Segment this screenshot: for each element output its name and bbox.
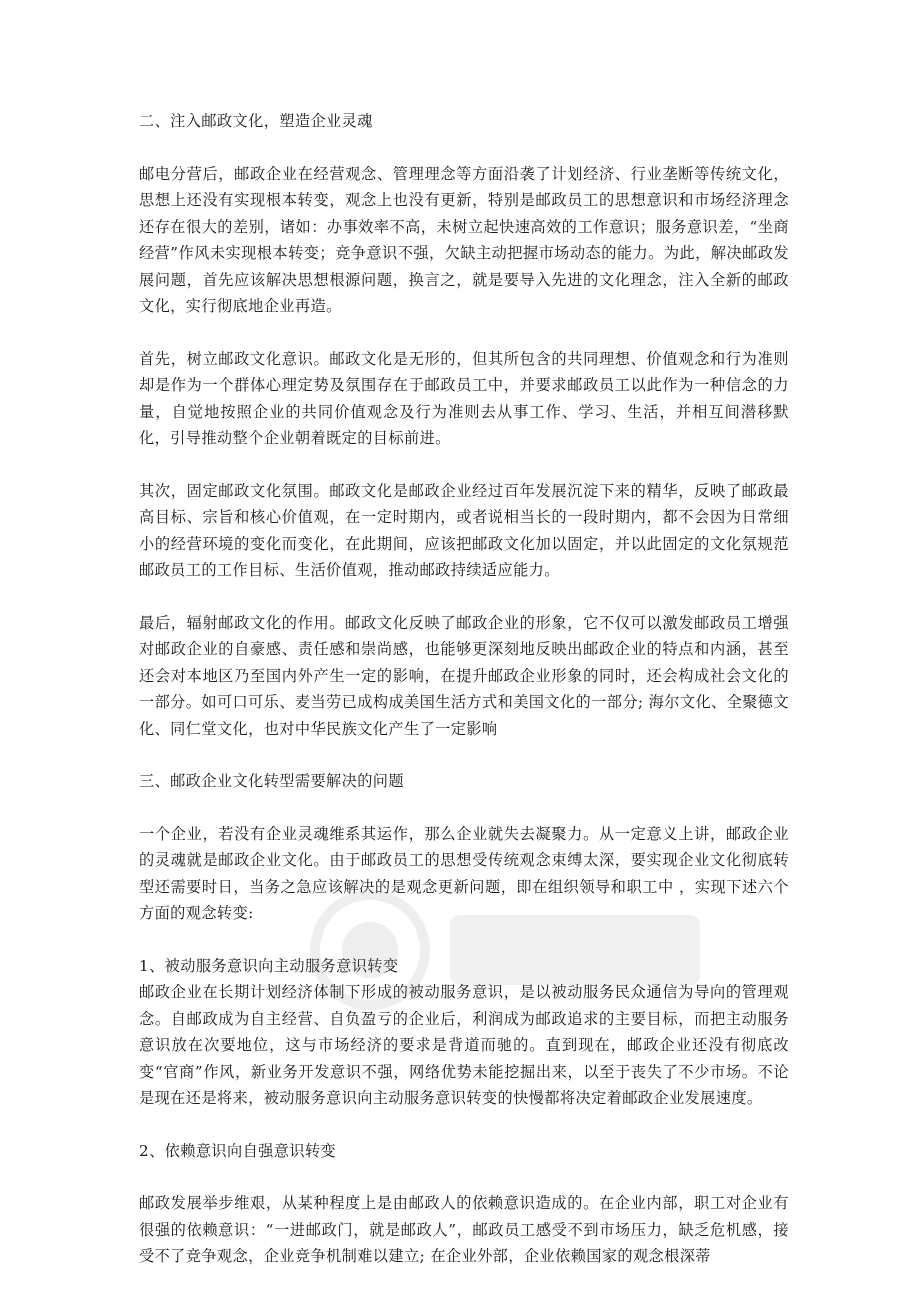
paragraph: 最后，辐射邮政文化的作用。邮政文化反映了邮政企业的形象，它不仅可以激发邮政员工增强对邮政企业的自豪感、责任感和崇尚感，也能够更深刻地反映出邮政企业的特点和内涵，甚至还会对本地区乃至国内外产生一定的影响，在提升邮政企业形象的同时，还会构成社会文化的一部分。如可口可乐、麦当劳已成构成美国生活方式和美国文化的一部分; 海尔文化、全聚德文化、同仁堂文化，也对中华民族文化产生了一定影响 bbox=[139, 613, 789, 738]
paragraph: 一个企业，若没有企业灵魂维系其运作，那么企业就失去凝聚力。从一定意义上讲，邮政企业的灵魂就是邮政企业文化。由于邮政员工的思想受传统观念束缚太深，要实现企业文化彻底转型还需要时日，当务之急应该解决的是观念更新问题，即在组织领导和职工中 ，实现下述六个方面的观念转变: bbox=[139, 824, 789, 922]
paragraph: 邮政企业在长期计划经济体制下形成的被动服务意识，是以被动服务民众通信为导向的管理观念。自邮政成为自主经营、自负盈亏的企业后，利润成为邮政追求的主要目标，而把主动服务意识放在次要地位，这与市场经济的要求是背道而驰的。直到现在，邮政企业还没有彻底改变“官商”作风，新业务开发意识不强，网络优势未能挖掘出来，以至于丧失了不少市场。不论是现在还是将来，被动服务意识向主动服务意识转变的快慢都将决定着邮政企业发展速度。 bbox=[139, 983, 789, 1107]
paragraph: 邮电分营后，邮政企业在经营观念、管理理念等方面沿袭了计划经济、行业垄断等传统文化，思想上还没有实现根本转变，观念上也没有更新，特别是邮政员工的思想意识和市场经济理念还存在很大的差别，诸如：办事效率不高，未树立起快速高效的工作意识；服务意识差，“坐商经营”作风未实现根本转变；竞争意识不强，欠缺主动把握市场动态的能力。为此，解决邮政发展问题，首先应该解决思想根源问题，换言之，就是要导入先进的文化理念，注入全新的邮政文化，实行彻底地企业再造。 bbox=[139, 164, 789, 315]
document-body bbox=[139, 108, 789, 1270]
paragraph: 邮政发展举步维艰，从某种程度上是由邮政人的依赖意识造成的。在企业内部，职工对企业有很强的依赖意识：“一进邮政门，就是邮政人”，邮政员工感受不到市场压力，缺乏危机感，接受不了竞争观念，企业竞争机制难以建立; 在企业外部，企业依赖国家的观念根深蒂 bbox=[139, 1194, 789, 1265]
paragraph: 首先，树立邮政文化意识。邮政文化是无形的，但其所包含的共同理想、价值观念和行为准则却是作为一个群体心理定势及氛围存在于邮政员工中，并要求邮政员工以此作为一种信念的力量，自觉地按照企业的共同价值观念及行为准则去从事工作、学习、生活，并相互间潜移默化，引导推动整个企业朝着既定的目标前进。 bbox=[139, 349, 789, 447]
section-heading: 二、注入邮政文化，塑造企业灵魂 bbox=[139, 112, 373, 130]
section-heading: 三、邮政企业文化转型需要解决的问题 bbox=[139, 772, 404, 790]
subsection-heading: 1、被动服务意识向主动服务意识转变 bbox=[139, 956, 399, 975]
paragraph: 其次，固定邮政文化氛围。邮政文化是邮政企业经过百年发展沉淀下来的精华，反映了邮政最高目标、宗旨和核心价值观，在一定时期内，或者说相当长的一段时期内，都不会因为日常细小的经营环境的变化而变化，在此期间，应该把邮政文化加以固定，并以此固定的文化氛规范邮政员工的工作目标、生活价值观，推动邮政持续适应能力。 bbox=[139, 481, 789, 579]
subsection-heading: 2、依赖意识向自强意识转变 bbox=[139, 1141, 337, 1160]
